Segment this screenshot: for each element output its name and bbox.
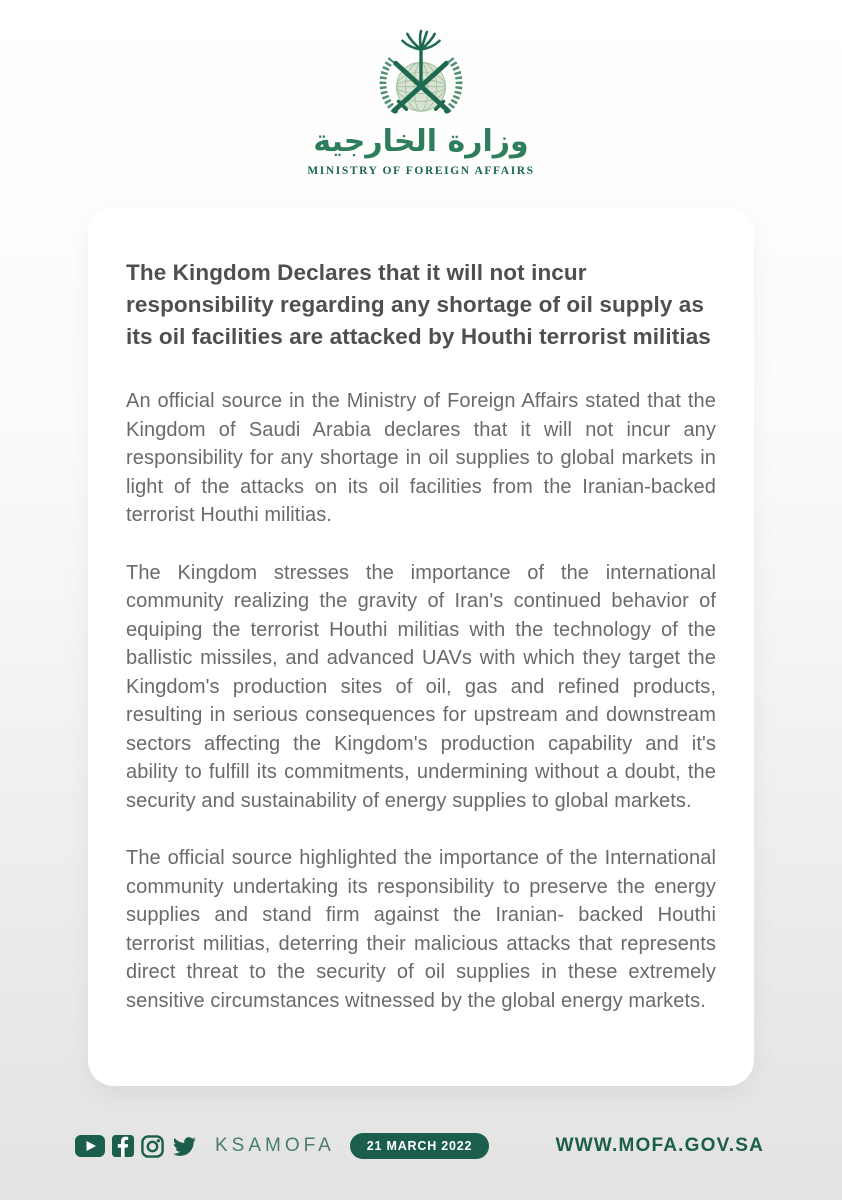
statement-paragraph-1: An official source in the Ministry of Foreign Affairs stated that the Kingdom of Saudi Arabia declares that it will not incur any responsibility for any shortage in oil supplies to global markets in light of the attacks on its oil facilities from the Iranian-backed terrorist Houthi militias. [126,390,716,526]
instagram-icon[interactable] [141,1135,164,1158]
date-badge: 21 MARCH 2022 [350,1133,490,1159]
header [0,28,842,177]
social-links [75,1135,350,1158]
arabic-calligraphy-arc-left [383,59,395,110]
arabic-calligraphy-arc-right [447,59,459,110]
footer [75,1128,764,1164]
website-link[interactable]: WWW.MOFA.GOV.SA [555,1135,765,1156]
mofa-emblem-icon [362,28,480,120]
statement-paragraph-3: The official source highlighted the importance of the International community undertaking its responsibility to preserve the energy supplies and stand firm against the Iranian- backed Houthi terrorist militias, deterring their malicious attacks that represents direct threat to the security of oil supplies in these extremely sensitive circumstances witnessed by the global energy markets. [126,847,716,1012]
statement-paragraph-2: The Kingdom stresses the importance of the international community realizing the gravity of Iran's continued behavior of equiping the terrorist Houthi militias with the technology of the ballistic missiles, and advanced UAVs with which they target the Kingdom's production sites of oil, gas and refined products, resulting in serious consequences for upstream and downstream sectors affecting the Kingdom's production capability and it's ability to fulfill its commitments, undermining without a doubt, the security and sustainability of energy supplies to global markets. [126,561,716,812]
statement-card [88,207,754,1086]
youtube-icon[interactable] [75,1135,105,1157]
twitter-icon[interactable] [171,1135,198,1158]
statement-title: The Kingdom Declares that it will not incur responsibility regarding any shortage of oil supply as its oil facilities are attacked by Houthi terrorist militias [126,260,711,349]
social-handle[interactable]: KSAMOFA [215,1135,335,1156]
ministry-name: MINISTRY OF FOREIGN AFFAIRS [307,165,535,177]
arabic-ministry-title: وزارة الخارجية [313,124,529,159]
facebook-icon[interactable] [112,1135,134,1157]
